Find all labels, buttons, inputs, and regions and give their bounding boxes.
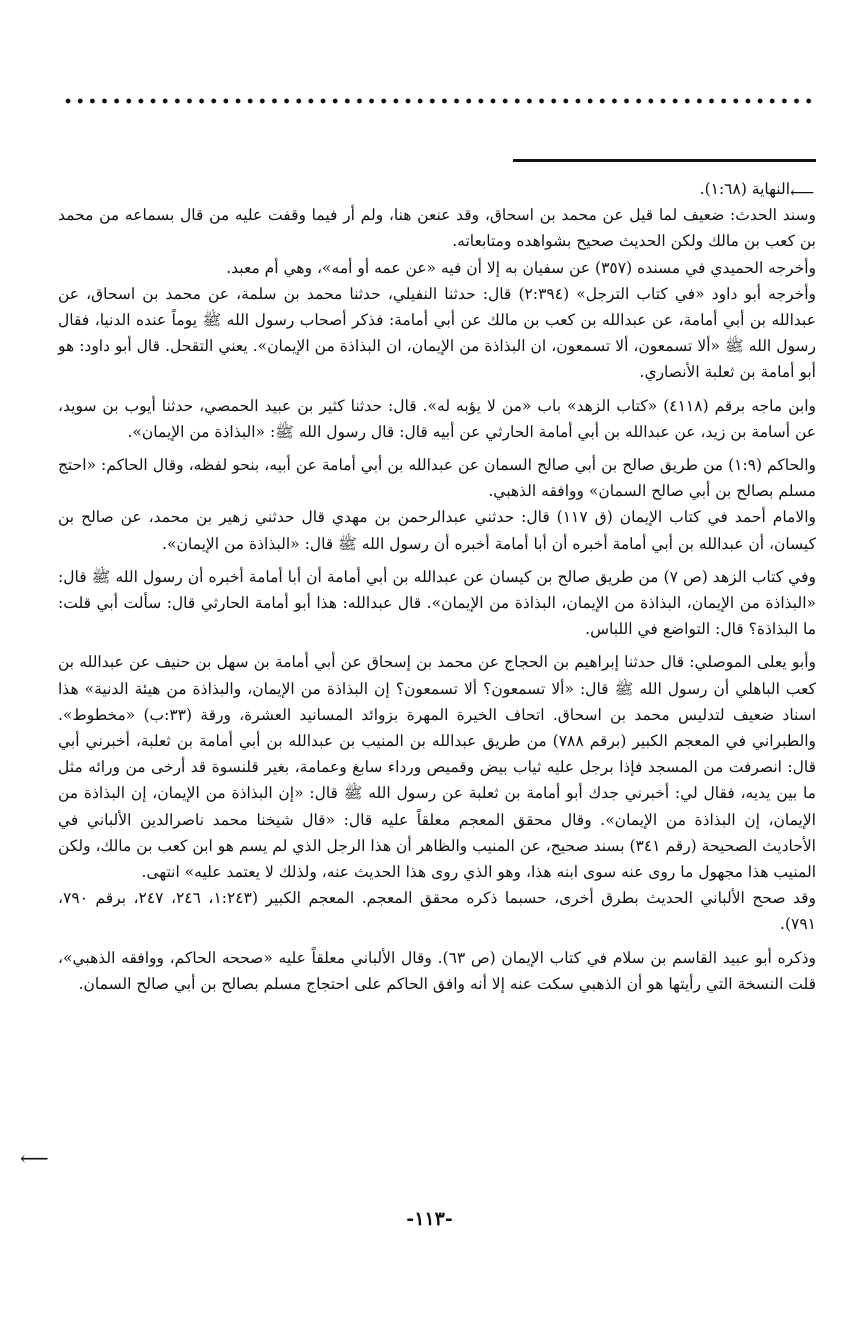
paragraph: وأخرجه الحميدي في مسنده (٣٥٧) عن سفيان به إلا أن فيه «عن عمه أو أمه»، وهي أم معبد. [226, 258, 816, 277]
paragraph: وقد صحح الألباني الحديث بطرق أخرى، حسبما ذكره محقق المعجم. المعجم الكبير (١:٢٤٣، ٢٤٦، ٢٤٧، برقم ٧٩٠، ٧٩١). [58, 889, 816, 934]
footnote-body [58, 176, 816, 997]
continuation-arrow-icon: ⟵ [20, 1146, 49, 1170]
paragraph: وسند الحدث: ضعيف لما قيل عن محمد بن اسحاق، وقد عنعن هنا، ولم أر فيما وقفت عليه من قال بسماعه من محمد بن كعب بن مالك ولكن الحديث صحيح بشواهده ومتابعاته. [58, 206, 816, 251]
dotted-divider [62, 98, 814, 104]
paragraph: وفي كتاب الزهد (ص ٧) من طريق صالح بن كيسان عن عبدالله بن أبي أمامة أن أبا أمامة أخبره أن رسول الله ﷺ قال: «البذاذة من الإيمان، البذاذة من الإيمان، البذاذة من الإيمان». قال عبدالله: هذا أبو أمامة الحارثي قال: سألت أبي قلت: ما البذاذة؟ قال: التواضع في اللباس. [58, 567, 816, 639]
paragraph: والامام أحمد في كتاب الإيمان (ق ١١٧) قال: حدثني عبدالرحمن بن مهدي قال حدثني زهير بن محمد، عن صالح بن كيسان، أن عبدالله بن أبي أمامة أخبره أن أبا أمامة أخبره أن رسول الله ﷺ قال: «البذاذة من الإيمان». [58, 508, 816, 553]
paragraph: والحاكم (١:٩) من طريق صالح بن أبي صالح السمان عن عبدالله بن أبي أمامة عن أبيه، بنحو لفظه، وقال الحاكم: «احتج مسلم بصالح بن أبي صالح السمان» ووافقه الذهبي. [58, 456, 816, 501]
page-number: -١١٣- [406, 1208, 453, 1230]
paragraph: وأبو يعلى الموصلي: قال حدثنا إبراهيم بن الحجاج عن محمد بن إسحاق عن أبي أمامة بن سهل بن حنيف عن عبدالله بن كعب الباهلي أن رسول الله ﷺ قال: «ألا تسمعون؟ ألا تسمعون؟ إن البذاذة من الإيمان، والبذاذة من هيئة الدنية» هذا اسناد ضعيف لتدليس محمد بن اسحاق. اتحاف الخيرة المهرة بزوائد المسانيد العشرة، ورقة (٣٣:ب) «مخطوط». والطبراني في المعجم الكبير (برقم ٧٨٨) من طريق عبدالله بن المنيب بن عبدالله بن أبي أمامة بن ثعلبة، أخبرني أبي قال: انصرفت من المسجد فإذا برجل عليه ثياب بيض وقميص ورداء سابغ وعمامة، بغير قلنسوة قد أرخى من ورائه مثل ما بين يديه، فقال لي: أخبرني جدك أبو أمامة بن ثعلبة عن رسول الله ﷺ قال: «إن البذاذة من الإيمان، إن البذاذة من الإيمان، إن البذاذة من الإيمان». وقال محقق المعجم معلقاً عليه قال: «قال شيخنا محمد ناصرالدين الألباني في الأحاديث الصحيحة (رقم ٣٤١) بسند صحيح، عن المنيب والظاهر أن هذا الرجل الذي لم يسم هو ابن كعب بن مالك، ولكن المنيب هذا مجهول ما روى عنه سوى ابنه هذا، وهو الذي روى هذا الحديث عنه، ولذلك لا يعتمد عليه» انتهى. [58, 653, 817, 882]
paragraph: وابن ماجه برقم (٤١١٨) «كتاب الزهد» باب «من لا يؤبه له». قال: حدثنا كثير بن عبيد الحمصي، حدثنا أيوب بن سويد، عن أسامة بن زيد، عن عبدالله بن أبي أمامة الحارثي عن أبيه قال: قال رسول الله ﷺ: «البذاذة من الإيمان». [58, 396, 816, 441]
paragraph: وأخرجه أبو داود «في كتاب الترجل» (٢:٣٩٤) قال: حدثنا النفيلي، حدثنا محمد بن سلمة، عن محمد بن اسحاق، عن عبدالله بن أبي أمامة، عن عبدالله بن كعب بن مالك عن أبي أمامة: فذكر أصحاب رسول الله ﷺ يوماً عنده الدنيا، فقال رسول الله ﷺ «ألا تسمعون، ألا تسمعون، ان البذاذة من الإيمان، ان البذاذة من الإيمان». يعني التقحل. قال أبو داود: هو أبو أمامة بن ثعلبة الأنصاري. [58, 284, 816, 382]
arrow-icon: ⟵ [790, 183, 815, 203]
footnote-ref: النهاية (١:٦٨). [699, 180, 790, 198]
footnote-rule [513, 159, 816, 162]
paragraph: وذكره أبو عبيد القاسم بن سلام في كتاب الإيمان (ص ٦٣). وقال الألباني معلقاً عليه «صححه الحاكم، ووافقه الذهبي»، قلت النسخة التي رأيتها هو أن الذهبي سكت عنه إلا أنه وافق الحاكم على احتجاج مسلم بصالح بن أبي صالح السمان. [58, 948, 816, 993]
